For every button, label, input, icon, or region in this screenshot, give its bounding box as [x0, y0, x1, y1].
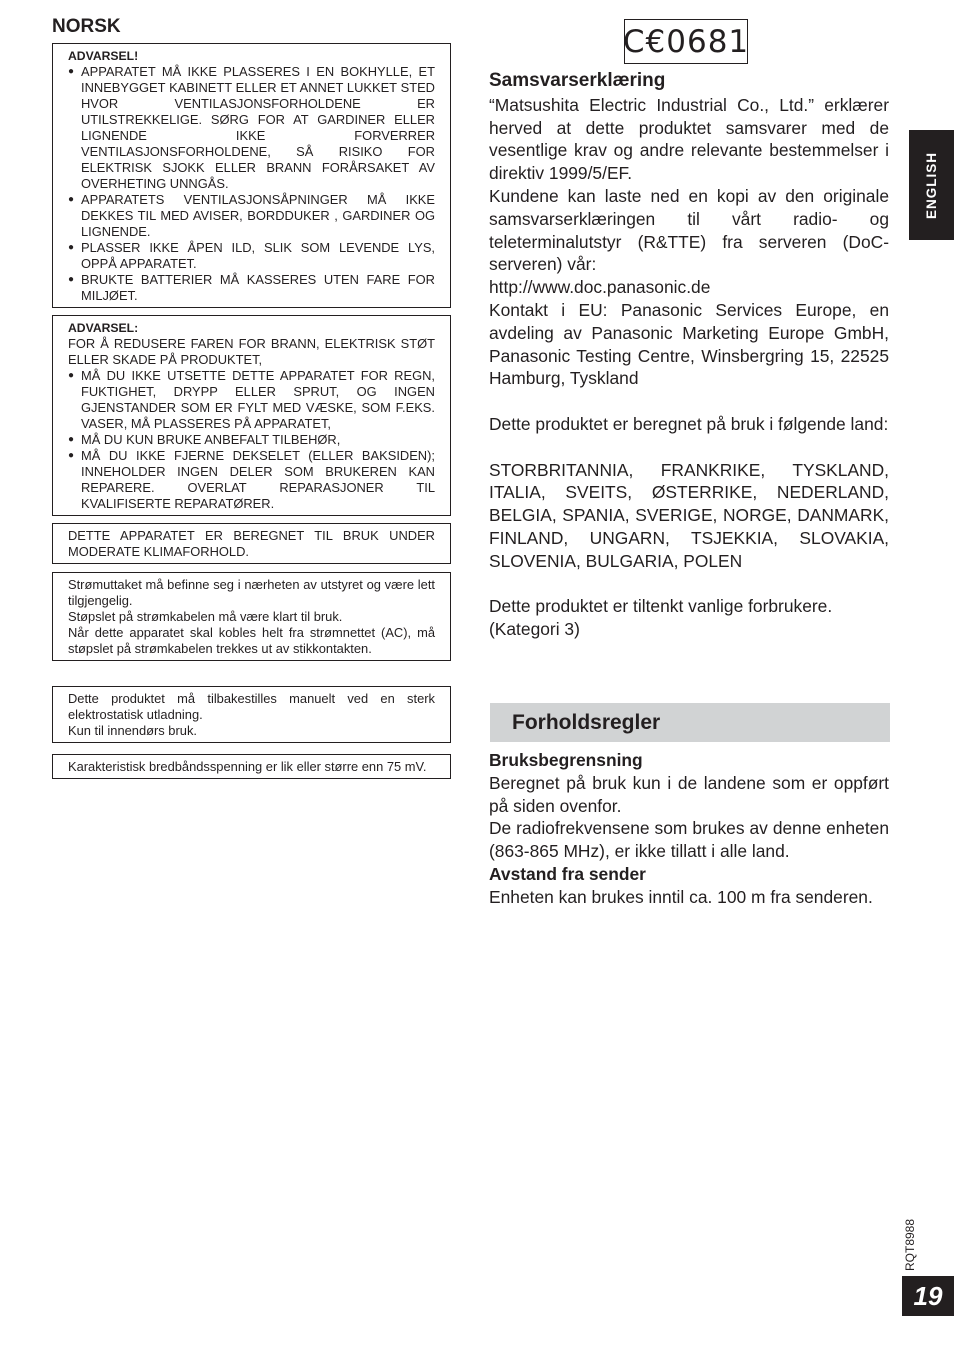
conformity-countries-intro: Dette produktet er beregnet på bruk i følgende land: — [489, 413, 889, 434]
reset-notice-box — [52, 686, 451, 743]
list-item: ● APPARATET MÅ IKKE PLASSERES I EN BOKHYLLE, ET INNEBYGGET KABINETT ELLER ET ANNET LUKKET STED HVOR VENTILASJONSFORHOLDENE ER UTILSTREKKELIGE. SØRG FOR AT GARDINER ELLER LIGNENDE IKKE FORVERRER VENTILASJONSFORHOLDENE, SÅ RISIKO FOR ELEKTRISK SJOKK ELLER BRANN FORÅRSAKET AV OVERHETING UNNGÅS. — [68, 64, 435, 192]
precautions-section — [489, 749, 889, 909]
power-outlet-text-2: Støpslet på strømkabelen må være klart til bruk. — [68, 609, 343, 624]
precautions-banner: Forholdsregler — [490, 703, 890, 742]
power-outlet-text-1: Strømuttaket må befinne seg i nærheten av utstyret og være lett tilgjengelig. — [68, 577, 435, 608]
conformity-category: (Kategori 3) — [489, 619, 580, 640]
reset-notice-text-2: Kun til innendørs bruk. — [68, 723, 197, 738]
reset-notice-text-1: Dette produktet må tilbakestilles manuelt ved en sterk elektrostatisk utladning. — [68, 691, 435, 722]
list-item: ● MÅ DU IKKE FJERNE DEKSELET (ELLER BAKSIDEN); INNEHOLDER INGEN DELER SOM BRUKEREN KAN REPARERE. OVERLAT REPARASJONER TIL KVALIFISERTE REPARATØRER. — [68, 448, 435, 512]
usage-restriction-title: Bruksbegrensning — [489, 750, 643, 770]
transmitter-distance-title: Avstand fra sender — [489, 863, 646, 884]
power-outlet-box — [52, 572, 451, 661]
list-item: ● PLASSER IKKE ÅPEN ILD, SLIK SOM LEVENDE LYS, OPPÅ APPARATET. — [68, 240, 435, 272]
warning-box-1-list — [68, 64, 435, 304]
language-side-tab — [909, 130, 954, 240]
conformity-countries-list: STORBRITANNIA, FRANKRIKE, TYSKLAND, ITALIA, SVEITS, ØSTERRIKE, NEDERLAND, BELGIA, SPANIA, SVERIGE, NORGE, DANMARK, FINLAND, UNGARN, TSJEKKIA, SLOVAKIA, SLOVENIA, BULGARIA, POLEN — [489, 459, 889, 571]
language-side-tab-label: ENGLISH — [924, 151, 940, 219]
conformity-url: http://www.doc.panasonic.de — [489, 277, 711, 298]
list-item: ● MÅ DU KUN BRUKE ANBEFALT TILBEHØR, — [68, 432, 435, 448]
warning-box-2-intro: FOR Å REDUSERE FAREN FOR BRANN, ELEKTRISK STØT ELLER SKADE PÅ PRODUKTET, — [68, 336, 435, 367]
usage-restriction-text-1: Beregnet på bruk kun i de landene som er oppført på siden ovenfor. — [489, 772, 889, 816]
power-outlet-text-3: Når dette apparatet skal kobles helt fra strømnettet (AC), må støpslet på strømkabelen trekkes ut av stikkontakten. — [68, 625, 435, 656]
warning-box-1 — [52, 43, 451, 308]
conformity-section — [489, 70, 889, 641]
voltage-notice-text: Karakteristisk bredbåndsspenning er lik eller større enn 75 mV. — [68, 759, 427, 774]
page-number: 19 — [902, 1276, 954, 1316]
language-heading: NORSK — [52, 16, 121, 37]
list-item: ● BRUKTE BATTERIER MÅ KASSERES UTEN FARE FOR MILJØET. — [68, 272, 435, 304]
conformity-paragraph-2: Kundene kan laste ned en kopi av den originale samsvarserklæringen til vårt radio- og teleterminalutstyr (R&TTE) fra serveren (DoC-serveren) vår: — [489, 185, 889, 275]
transmitter-distance-text: Enheten kan brukes inntil ca. 100 m fra senderen. — [489, 886, 873, 907]
climate-notice-box — [52, 523, 451, 564]
list-item: ● APPARATETS VENTILASJONSÅPNINGER MÅ IKKE DEKKES TIL MED AVISER, BORDDUKER , GARDINER OG LIGNENDE. — [68, 192, 435, 240]
usage-restriction-text-2: De radiofrekvensene som brukes av denne enheten (863-865 MHz), er ikke tillatt i alle land. — [489, 818, 889, 862]
conformity-contact: Kontakt i EU: Panasonic Services Europe, en avdeling av Panasonic Marketing Europe GmbH, Panasonic Testing Centre, Winsbergring 15, 22525 Hamburg, Tyskland — [489, 299, 889, 389]
conformity-paragraph-1: “Matsushita Electric Industrial Co., Ltd.” erklærer herved at dette produktet samsvarer med de vesentlige krav og andre relevante bestemmelser i direktiv 1999/5/EF. — [489, 94, 889, 184]
document-code: RQT8988 — [903, 1218, 917, 1272]
warning-box-2-list — [68, 368, 435, 512]
climate-notice-text: DETTE APPARATET ER BEREGNET TIL BRUK UNDER MODERATE KLIMAFORHOLD. — [68, 528, 435, 559]
warning-box-2-title: ADVARSEL: — [68, 321, 139, 335]
conformity-consumer-note: Dette produktet er tiltenkt vanlige forbrukere. — [489, 596, 833, 617]
ce-mark-logo: C€0681 — [624, 19, 748, 64]
conformity-title: Samsvarserklæring — [489, 70, 666, 91]
warning-box-2 — [52, 315, 451, 516]
warning-box-1-title: ADVARSEL! — [68, 49, 139, 63]
list-item: ● MÅ DU IKKE UTSETTE DETTE APPARATET FOR REGN, FUKTIGHET, DRYPP ELLER SPRUT, OG INGEN GJENSTANDER SOM ER FYLT MED VÆSKE, SOM F.EKS. VASER, MÅ PLASSERES PÅ APPARATET, — [68, 368, 435, 432]
voltage-notice-box — [52, 754, 451, 779]
